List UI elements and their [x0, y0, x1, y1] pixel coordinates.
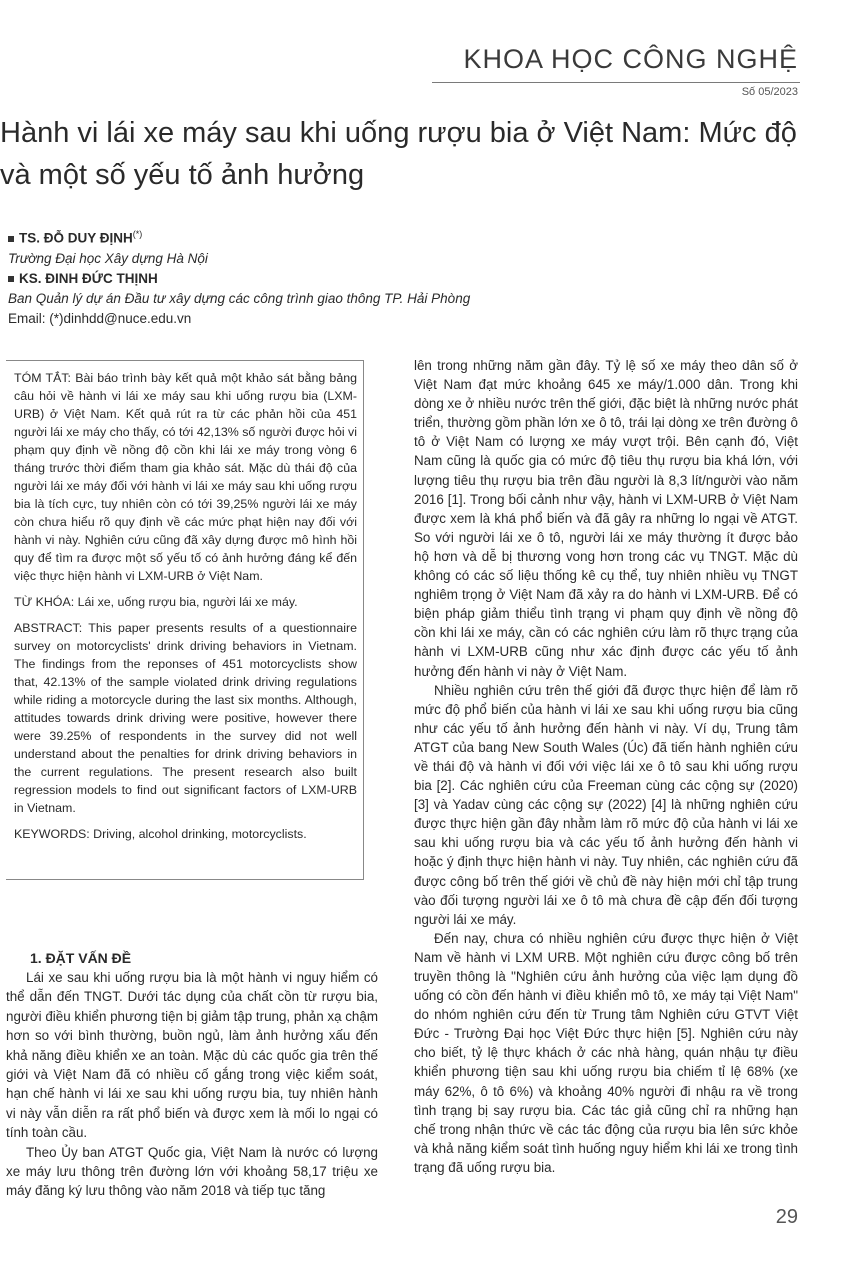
section-1-heading: 1. ĐẶT VẤN ĐỀ — [30, 950, 132, 966]
bullet-icon — [8, 236, 14, 242]
keywords-en-label: KEYWORDS: — [14, 827, 90, 841]
keywords-vi — [14, 593, 357, 611]
keywords-en — [14, 825, 357, 843]
section-1-paragraph: Theo Ủy ban ATGT Quốc gia, Việt Nam là nước có lượng xe máy lưu thông trên đường lớn với khoảng 58,17 triệu xe máy đăng ký lưu thông vào năm 2018 và tiếp tục tăng — [6, 1144, 378, 1199]
body-paragraph: Đến nay, chưa có nhiều nghiên cứu được thực hiện ở Việt Nam về hành vi LXM URB. Một nghiên cứu được công bố trên truyền thông là "Nghiên cứu ảnh hưởng của việc lạm dụng đồ uống có cồn đến hành vi điều khiển mô tô, xe máy tại Việt Nam" do nhóm nghiên cứu đến từ Trung tâm Nghiên cứu GTVT Việt Đức - Trường Đại học Việt Đức thực hiện [5]. Nghiên cứu này cho biết, tỷ lệ thực khách ở các nhà hàng, quán nhậu tự điều khiển phương tiện sau khi uống rượu bia chiếm tỉ lệ 68% (xe máy 62%, ô tô 6%) và khoảng 40% người đi nhậu ra về trong tình trạng bị say rượu bia. Các tác giả cũng chỉ ra những hạn chế trong nhận thức về các tác động của rượu bia lên sức khỏe và khả năng kiểm soát tình huống nguy hiểm khi lái xe trong tình trạng đã uống rượu bia. — [414, 930, 798, 1175]
bullet-icon — [8, 276, 14, 282]
author-2-name: KS. ĐINH ĐỨC THỊNH — [19, 270, 158, 286]
authors-block — [8, 224, 470, 329]
abstract-en — [14, 619, 357, 817]
abstract-box — [6, 360, 364, 880]
left-column — [6, 948, 378, 1201]
author-2 — [8, 269, 470, 289]
header-rule — [432, 82, 800, 83]
abstract-en-label: ABSTRACT: — [14, 621, 83, 635]
abstract-vi-label: TÓM TẮT: — [14, 371, 71, 385]
keywords-vi-label: TỪ KHÓA: — [14, 595, 75, 609]
author-email: Email: (*)dinhdd@nuce.edu.vn — [8, 310, 192, 326]
author-1-name: TS. ĐỖ DUY ĐỊNH — [19, 230, 133, 246]
masthead: KHOA HỌC CÔNG NGHỆ — [463, 44, 798, 74]
section-1-paragraph: Lái xe sau khi uống rượu bia là một hành vi nguy hiểm có thể dẫn đến TNGT. Dưới tác dụng của chất cồn từ rượu bia, người điều khiển phương tiện bị giảm tập trung, phản xạ chậm hơn so với bình thường, buồn ngủ, làm ảnh hưởng xấu đến khả năng điều khiển xe an toàn. Mặc dù các quốc gia trên thế giới và Việt Nam đã có nhiều cố gắng trong việc kiểm soát, hạn chế hành vi lái xe sau khi uống rượu bia, tuy nhiên hành vi này vẫn diễn ra rất phổ biến và được xem là mối lo ngại có tính toàn cầu. — [6, 970, 378, 1141]
body-paragraph: Nhiều nghiên cứu trên thế giới đã được thực hiện để làm rõ mức độ phổ biến của hành vi lái xe sau khi uống rượu bia cũng như các yếu tố ảnh hưởng đến hành vi này. Ví dụ, Trung tâm ATGT của bang New South Wales (Úc) đã tiến hành nghiên cứu về thái độ và hành vi đối với việc lái xe ô tô sau khi uống rượu bia [2]. Các nghiên cứu của Freeman cùng các cộng sự (2020) [3] và Yadav cùng các cộng sự (2022) [4] là những nghiên cứu được thực hiện gần đây nhằm làm rõ mức độ của hành vi lái xe sau khi uống rượu bia và các yếu tố ảnh hưởng đến hành vi hoặc ý định thực hiện hành vi này. Tuy nhiên, các nghiên cứu đã được công bố trên thế giới về chủ đề này hiện mới chỉ tập trung vào đối tượng người lái xe ô tô mà chưa đề cập đến đối tượng người lái xe máy. — [414, 682, 798, 927]
author-2-affiliation: Ban Quản lý dự án Đầu tư xây dựng các công trình giao thông TP. Hải Phòng — [8, 290, 471, 306]
abstract-vi-text: Bài báo trình bày kết quả một khảo sát bằng bảng câu hỏi về hành vi lái xe máy sau khi uống rượu bia (LXM-URB) ở Việt Nam. Kết quả rút ra từ các phản hồi của 451 người lái xe máy cho thấy, có tới 42,13% số người được hỏi vi phạm quy định về nồng độ cồn khi lái xe máy trong vòng 6 tháng trước thời điểm tham gia khảo sát. Mặc dù thái độ của người lái xe máy đối với hành vi lái xe máy sau khi uống rượu bia là tích cực, tuy nhiên còn có tới 39,25% người lái xe máy còn chưa hiểu rõ quy định về các mức phạt hiện nay đối với hành vi này. Nghiên cứu cũng đã xây dựng được mô hình hồi quy để tìm ra được một số yếu tố có ảnh hưởng đáng kể đến việc thực hiện hành vi LXM-URB ở Việt Nam. — [14, 371, 357, 583]
page-number: 29 — [775, 1206, 798, 1228]
author-1-affiliation: Trường Đại học Xây dựng Hà Nội — [8, 250, 208, 266]
author-1 — [8, 224, 470, 249]
abstract-en-text: This paper presents results of a questionnaire survey on motorcyclists' drink driving behaviors in Vietnam. The findings from the reponses of 451 motorcyclists show that, 42.13% of the sample violated drink driving regulations while riding a motorcycle during the last six months. Although, attitudes towards drink driving were positive, however there were 39.25% of respondents in the survey did not well understand about the penalties for drink driving behaviors in the current regulations. The present research also built regression models to find out significant factors of LXM-URB in Vietnam. — [14, 621, 357, 815]
keywords-vi-text: Lái xe, uống rượu bia, người lái xe máy. — [74, 595, 298, 609]
article-title: Hành vi lái xe máy sau khi uống rượu bia ở Việt Nam: Mức độ và một số yếu tố ảnh hưởng — [0, 117, 797, 191]
abstract-vi — [14, 369, 357, 585]
right-column — [414, 356, 798, 1177]
body-paragraph: lên trong những năm gần đây. Tỷ lệ số xe máy theo dân số ở Việt Nam đạt mức khoảng 645 xe máy/1.000 dân. Trong khi dòng xe ở nhiều nước trên thế giới, đặc biệt là những nước phát triển, thường gồm phần lớn xe ô tô, trái lại dòng xe trên đường ô tô ở Việt Nam có lượng xe máy vượt trội. Bên cạnh đó, Việt Nam cũng là quốc gia có mức độ tiêu thụ rượu bia khá lớn, với lượng tiêu thụ rượu bia trên đầu người là 8,3 lít/người vào năm 2016 [1]. Trong bối cảnh như vậy, hành vi LXM-URB ở Việt Nam được xem là khá phổ biến và đã gây ra những lo ngại về ATGT. So với người lái xe ô tô, người lái xe máy thường ít được bảo hộ hơn và dễ bị thương vong hơn trong các vụ TNGT. Mặc dù không có các số liệu thống kê cụ thể, tuy nhiên nhiều vụ TNGT nghiêm trọng ở Việt Nam đã xảy ra do hành vi LXM-URB. Để có biện pháp giảm thiểu tình trạng vi phạm quy định về nồng độ cồn khi lái xe máy, cần có các nghiên cứu làm rõ thực trạng của hành vi LXM-URB cũng như xác định được các yếu tố ảnh hưởng đến hành vi này ở Việt Nam. — [414, 358, 798, 679]
author-1-mark: (*) — [132, 229, 143, 239]
keywords-en-text: Driving, alcohol drinking, motorcyclists. — [89, 827, 307, 841]
issue-number: Số 05/2023 — [741, 86, 798, 98]
